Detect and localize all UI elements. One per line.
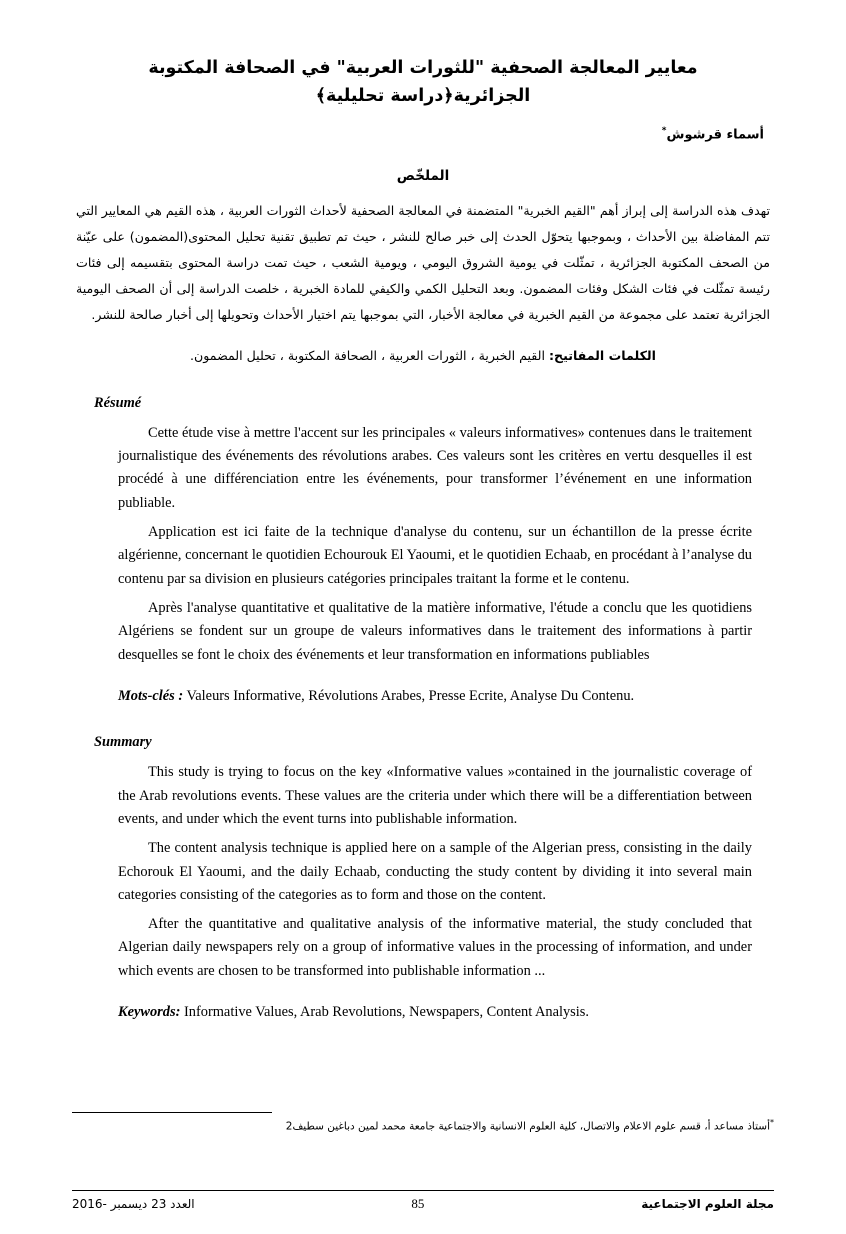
page-title: معايير المعالجة الصحفية "للثورات العربية" في الصحافة المكتوبة الجزائرية﴿دراسة تحليلية﴾ xyxy=(148,58,698,106)
arabic-keywords-value: القيم الخبرية ، الثورات العربية ، الصحافة المكتوبة ، تحليل المضمون. xyxy=(190,348,549,364)
french-paragraph-3: Après l'analyse quantitative et qualitative de la matière informative, l'étude a conclu que les quotidiens Algériens se fondent sur un groupe de valeurs informatives dans le traitement des informations à partir desquelles se font le choix des événements et leur transformation en informations publiables xyxy=(118,599,752,663)
english-paragraph-1: This study is trying to focus on the key «Informative values »contained in the journalistic coverage of the Arab revolutions events. These values are the criteria under which there will be a differentiation between events, and under which the event turns into publishable information. xyxy=(118,764,752,827)
footnote xyxy=(286,1118,774,1133)
french-keywords-value: Valeurs Informative, Révolutions Arabes, Presse Ecrite, Analyse Du Contenu. xyxy=(186,687,635,704)
english-keywords xyxy=(118,1001,774,1024)
french-keywords-label: Mots-clés : xyxy=(118,687,184,704)
footer-journal-name: مجلة العلوم الاجتماعية xyxy=(641,1197,774,1211)
footer-divider xyxy=(72,1190,774,1191)
french-paragraph-2: Application est ici faite de la technique d'analyse du contenu, sur un échantillon de la presse écrite algérienne, concernant le quotidien Echourouk El Yaoumi, et le quotidien Echaab, en procédant à l’analyse du contenu par sa division en plusieurs catégories principales traitant la forme et le contenu. xyxy=(118,523,752,587)
footnote-marker: * xyxy=(770,1118,774,1127)
arabic-keywords-label: الكلمات المفاتيح: xyxy=(548,348,656,364)
page-footer xyxy=(72,1196,774,1212)
author-name xyxy=(72,126,764,142)
french-paragraph-1: Cette étude vise à mettre l'accent sur les principales « valeurs informatives» contenues dans le traitement journalistique des événements des révolutions arabes. Ces valeurs sont les critères en vertu desquelles il est procédé à une différenciation entre les événements, pour transformer l’événement en une information publiable. xyxy=(118,424,752,511)
french-keywords xyxy=(118,685,774,708)
french-section-label: Résumé xyxy=(94,394,142,411)
author-label: أسماء قرشوش xyxy=(666,127,764,143)
footnote-divider xyxy=(72,1112,272,1113)
arabic-abstract-heading: الملخّص xyxy=(396,168,450,185)
english-abstract xyxy=(118,761,752,983)
footnote-text: أستاذ مساعد أ، قسم علوم الاعلام والاتصال، كلية العلوم الانسانية والاجتماعية جامعة محمد لمين دباغين سطيف2 xyxy=(285,1120,770,1133)
french-abstract xyxy=(118,422,752,667)
english-paragraph-2: The content analysis technique is applied here on a sample of the Algerian press, consisting in the daily Echorouk El Yaoumi, and the daily Echaab, conducting the study content by dividing it into several main categories consisting of the categories as to form and those on the content. xyxy=(118,840,752,903)
arabic-abstract-body: تهدف هذه الدراسة إلى إبراز أهم "القيم الخبرية" المتضمنة في المعالجة الصحفية لأحداث الثورات العربية ، هذه القيم هي المعايير التي تتم المفاضلة بين الأحداث ، وبموجبها يتحوّل الحدث إلى خبر صالح للنشر ، حيث تم تطبيق تقنية تحليل المحتوى(المضمون) على عيّنة من الصحف المكتوبة الجزائرية ، تمثّلت في يومية الشروق اليومي ، ويومية الشعب ، حيث تمت دراسة المحتوى بتقسيمه إلى فئات رئيسة تمثّلت في فئات الشكل وفئات المضمون. وبعد التحليل الكمي والكيفي للمادة الخبرية ، خلصت الدراسة إلى أن الصحف اليومية الجزائرية تعتمد على مجموعة من القيم الخبرية في معالجة الأخبار، التي بموجبها يتم اختيار الأحداث وتحويلها إلى أخبار صالحة للنشر. xyxy=(76,203,770,322)
english-paragraph-3: After the quantitative and qualitative analysis of the informative material, the study concluded that Algerian daily newspapers rely on a group of informative values in the processing of information, and under which events are chosen to be transformed into publishable information ... xyxy=(118,916,752,979)
author-footnote-marker: * xyxy=(661,126,667,136)
footer-page-number: 85 xyxy=(411,1196,425,1211)
english-keywords-label: Keywords: xyxy=(118,1004,181,1021)
english-keywords-value: Informative Values, Arab Revolutions, Newspapers, Content Analysis. xyxy=(183,1004,589,1021)
english-section-label: Summary xyxy=(94,734,152,751)
arabic-keywords xyxy=(76,343,770,368)
footer-issue: العدد 23 ديسمبر -2016 xyxy=(72,1197,195,1211)
